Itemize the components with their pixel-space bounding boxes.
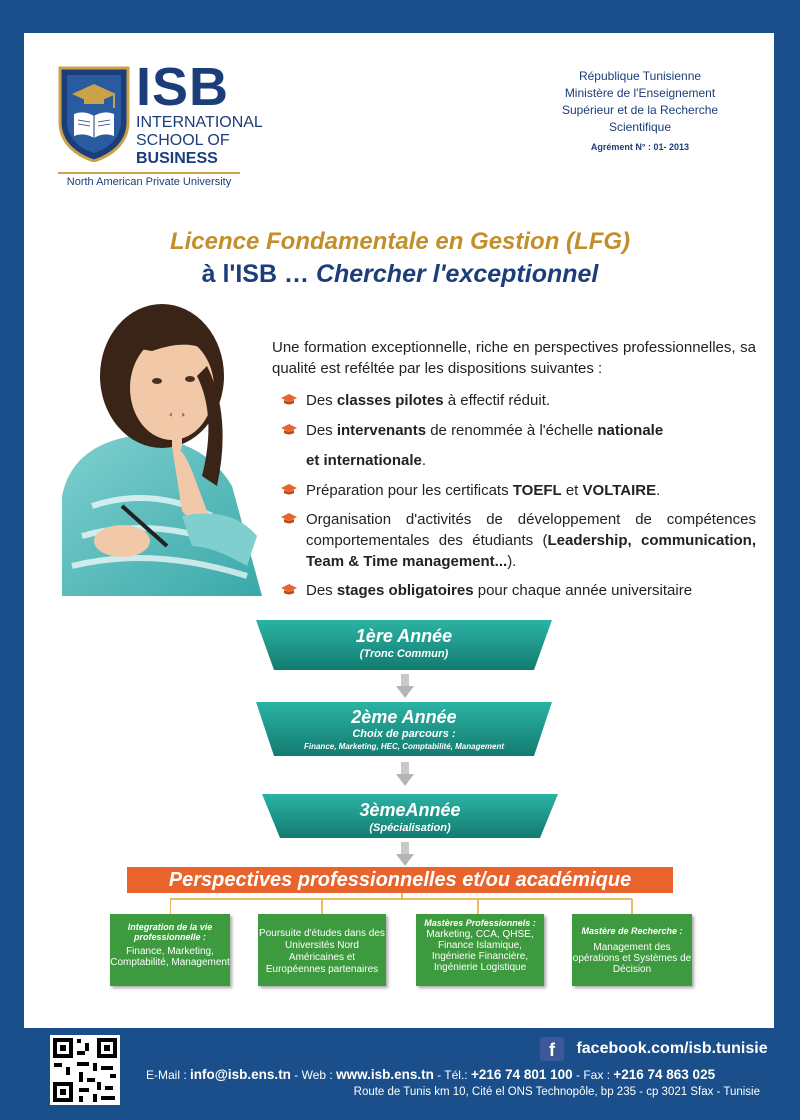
perspectives-banner: Perspectives professionnelles et/ou académique: [127, 867, 673, 893]
down-arrow-icon: [396, 762, 414, 786]
tel-label: - Tél.:: [433, 1068, 471, 1082]
bullet-item: [280, 390, 756, 414]
outcome-box-heading: Mastère de Recherche :: [581, 926, 683, 936]
logo-line-3: BUSINESS: [136, 150, 218, 167]
gov-line-2: Ministère de l'Enseignement: [564, 86, 716, 100]
connector-lines: [170, 893, 640, 915]
stage-year-1: [256, 620, 552, 670]
stage-subtitle: (Tronc Commun): [359, 648, 449, 660]
bullet-text: Des: [306, 582, 337, 599]
outcome-box-studies: [258, 914, 386, 986]
agrement-number: Agrément N° : 01- 2013: [590, 142, 690, 152]
subtitle-italic: Chercher l'exceptionnel: [315, 260, 599, 288]
stage-detail: Finance, Marketing, HEC, Comptabilité, Management: [303, 742, 505, 751]
stage-year-2: [256, 702, 552, 756]
facebook-link[interactable]: [540, 1037, 768, 1061]
down-arrow-icon: [396, 674, 414, 698]
bullet-text: à effectif réduit.: [443, 392, 551, 409]
intro-paragraph: Une formation exceptionnelle, riche en perspectives professionnelles, sa qualité est reféltée par les dispositions suivantes :: [272, 339, 756, 377]
stage-year-3: [262, 794, 558, 838]
graduation-cap-icon: [280, 393, 298, 407]
stage-title: 1ère Année: [355, 626, 453, 646]
bullet-continuation: [280, 450, 756, 474]
bullet-text: Des: [306, 392, 337, 409]
facebook-icon: f: [540, 1037, 564, 1061]
outcome-box-body: Management des opérations et Systèmes de Décision: [572, 942, 692, 975]
bullet-bold: VOLTAIRE: [582, 482, 657, 499]
fax-number: +216 74 863 025: [613, 1067, 716, 1082]
contact-line: [146, 1067, 766, 1082]
fax-label: - Fax :: [572, 1068, 614, 1082]
email-link[interactable]: info@isb.ens.tn: [190, 1067, 291, 1082]
bullet-text: .: [656, 482, 661, 499]
outcome-box-body: Finance, Marketing, Comptabilité, Management: [110, 946, 230, 968]
bullet-text: ).: [507, 553, 517, 570]
tel-number: +216 74 801 100: [470, 1067, 573, 1082]
facebook-url[interactable]: facebook.com/isb.tunisie: [576, 1040, 768, 1057]
stage-subtitle: (Spécialisation): [369, 822, 451, 834]
bullet-bold: Leadership, communication, Team & Time management...: [306, 532, 757, 570]
bullet-text: Des: [306, 422, 337, 439]
isb-logo-text: ISB: [136, 57, 230, 117]
bullet-text: pour chaque année universitaire: [473, 582, 693, 599]
qr-code[interactable]: [50, 1035, 120, 1105]
logo-tagline: North American Private University: [66, 176, 232, 188]
subtitle-prefix: à l'ISB …: [201, 260, 316, 288]
bullet-item: [280, 420, 756, 444]
graduation-cap-icon: [280, 483, 298, 497]
outcome-box-heading: Integration de la vie professionnelle :: [127, 922, 213, 942]
bullet-bold: stages obligatoires: [336, 582, 474, 599]
bullet-bold: TOEFL: [512, 482, 562, 499]
stage-title: 2ème Année: [351, 707, 457, 727]
outcome-box-body: Poursuite d'études dans des Universités Nord Américaines et Européennes partenaires: [259, 928, 385, 975]
gov-line-3: Supérieur et de la Recherche: [561, 103, 719, 117]
ministry-block: [540, 68, 740, 136]
outcome-box-masters-pro: [416, 914, 544, 986]
outcome-box-masters-research: [572, 914, 692, 986]
email-label: E-Mail :: [146, 1068, 191, 1082]
bullet-bold: nationale: [597, 422, 664, 439]
gov-line-4: Scientifique: [608, 120, 672, 134]
web-link[interactable]: www.isb.ens.tn: [336, 1067, 434, 1082]
address: Route de Tunis km 10, Cité el ONS Technopôle, bp 235 - cp 3021 Sfax - Tunisie: [353, 1086, 760, 1098]
logo-line-1: INTERNATIONAL: [136, 114, 263, 131]
bullet-bold: classes pilotes: [336, 392, 444, 409]
outcome-box-body: Marketing, CCA, QHSE, Finance Islamique, Ingénierie Financière, Ingénierie Logistique: [426, 929, 534, 973]
down-arrow-icon: [396, 842, 414, 866]
graduation-cap-icon: [280, 583, 298, 597]
bullet-text: et: [561, 482, 583, 499]
web-label: - Web :: [290, 1068, 337, 1082]
graduation-cap-icon: [280, 512, 298, 526]
bullet-text: Préparation pour les certificats: [306, 482, 513, 499]
logo-line-2: SCHOOL OF: [136, 132, 230, 149]
graduation-cap-icon: [280, 423, 298, 437]
subtitle: [0, 260, 800, 289]
stage-subtitle: Choix de parcours :: [352, 728, 456, 740]
bullet-item: [280, 480, 756, 504]
stage-title: 3èmeAnnée: [359, 800, 461, 820]
bullet-text: Organisation d'activités de développement de compétences comportementales des étudiants (: [306, 511, 756, 549]
isb-shield-logo: [58, 66, 130, 162]
outcome-box-heading: Mastères Professionnels :: [424, 918, 536, 928]
bullet-bold: et internationale: [306, 452, 422, 469]
bullet-bold: intervenants: [336, 422, 427, 439]
outcome-box-integration: [110, 914, 230, 986]
bullet-text: de renommée à l'échelle: [426, 422, 598, 439]
student-photo: [32, 296, 272, 596]
gov-line-1: République Tunisienne: [578, 69, 702, 83]
bullet-text: .: [421, 452, 427, 469]
logo-divider: [58, 172, 240, 174]
bullet-item: [280, 580, 756, 604]
bullet-item: [280, 509, 756, 575]
main-title: Licence Fondamentale en Gestion (LFG): [169, 228, 631, 255]
